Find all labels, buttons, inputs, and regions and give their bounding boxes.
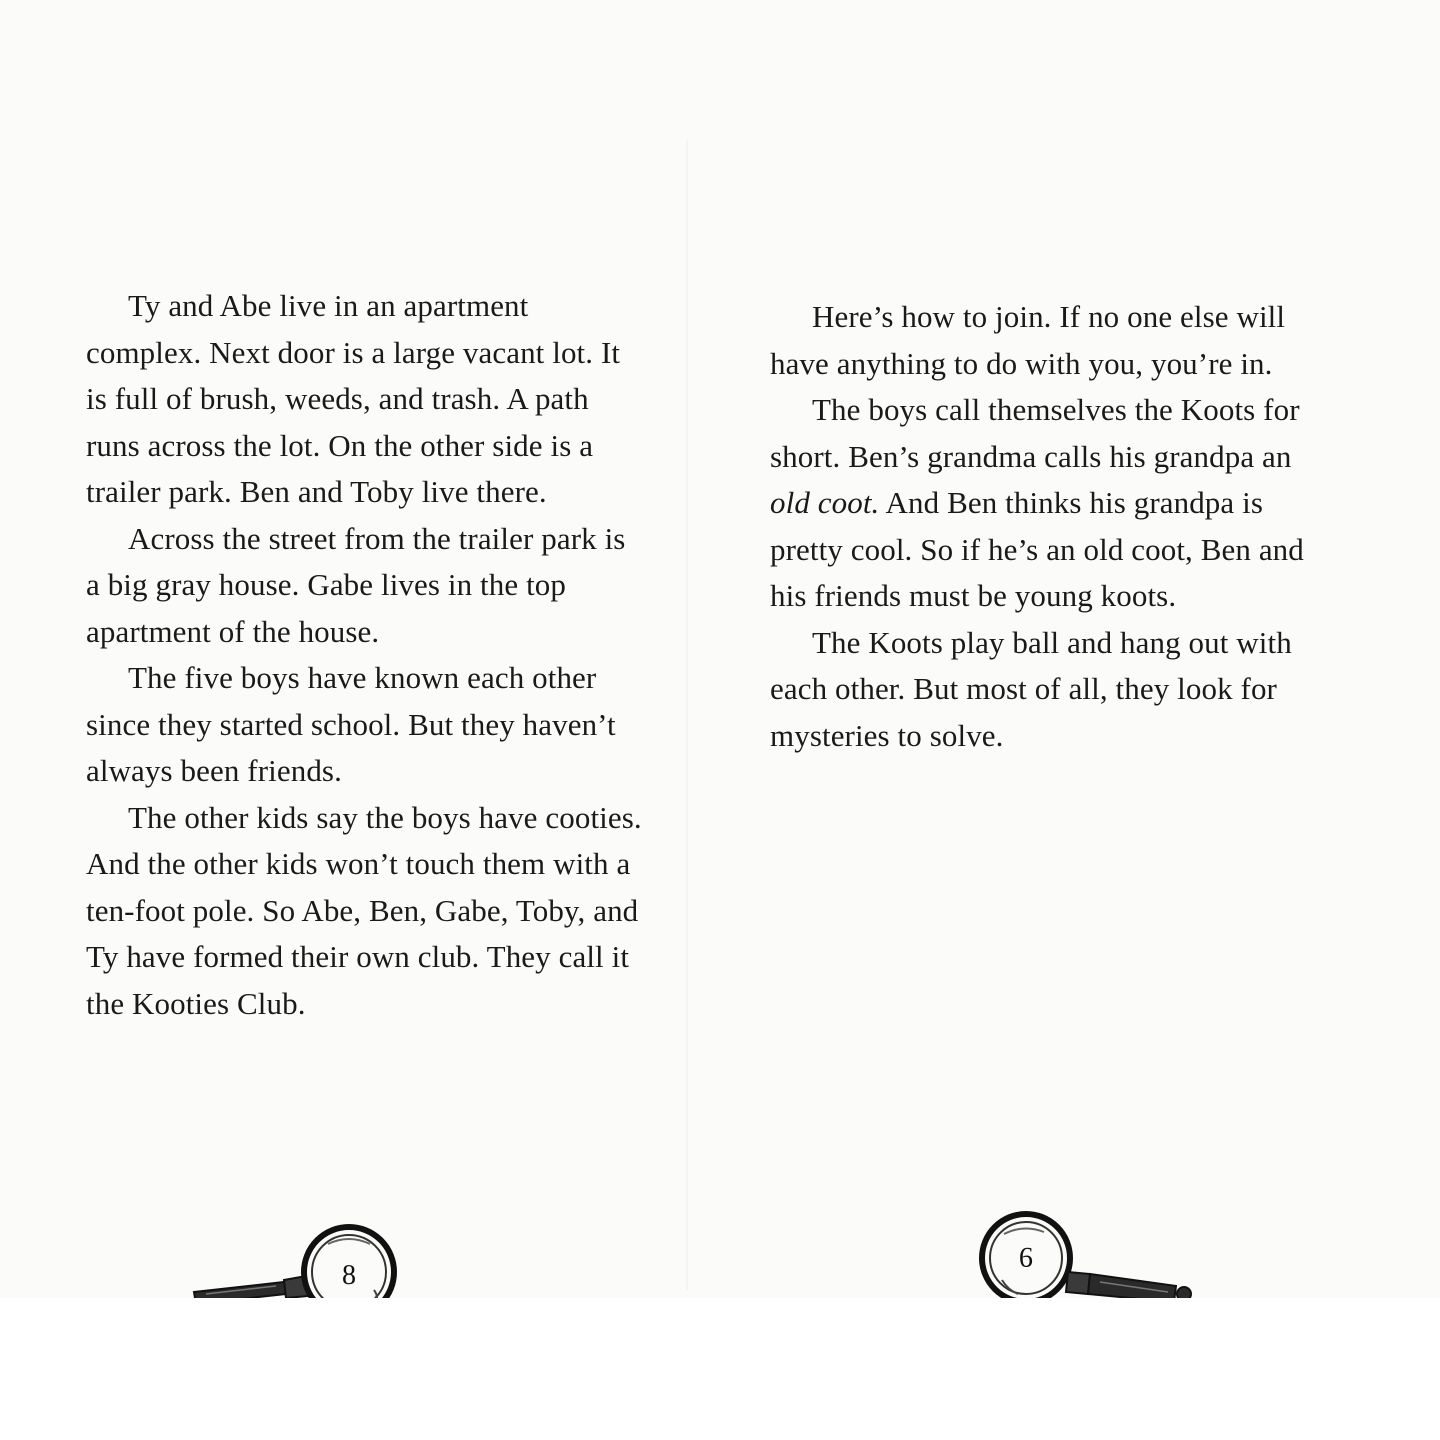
italic-phrase: old coot. [770,485,880,520]
left-page-text [86,283,646,1027]
right-page-text [770,294,1330,759]
paragraph: Ty and Abe live in an apartment complex. Next door is a large vacant lot. It is full of brush, weeds, and trash. A path runs across the lot. On the other side is a trailer park. Ben and Toby live there. [86,288,621,509]
blank-margin [0,1298,1440,1440]
paragraph: Across the street from the trailer park is a big gray house. Gabe lives in the top apartment of the house. [86,520,626,649]
text-run: The boys call themselves the Koots for short. Ben’s grandma calls his grandpa an [770,392,1300,474]
paragraph-koots [770,387,1330,620]
paragraph: The other kids say the boys have cooties. And the other kids won’t touch them with a ten-foot pole. So Abe, Ben, Gabe, Toby, and Ty have formed their own club. They call it the Kooties Club. [86,799,642,1021]
paragraph: Here’s how to join. If no one else will have anything to do with you, you’re in. [770,299,1286,381]
text-run: And Ben thinks his grandpa is pretty cool. So if he’s an old coot, Ben and his friends must be young koots. [770,485,1304,613]
paragraph: The five boys have known each other since they started school. But they haven’t always been friends. [86,660,616,788]
page-number: 8 [342,1260,356,1291]
page-number: 9 [1019,1241,1033,1272]
book-gutter [686,140,688,1290]
paragraph: The Koots play ball and hang out with each other. But most of all, they look for mysteries to solve. [770,624,1292,753]
